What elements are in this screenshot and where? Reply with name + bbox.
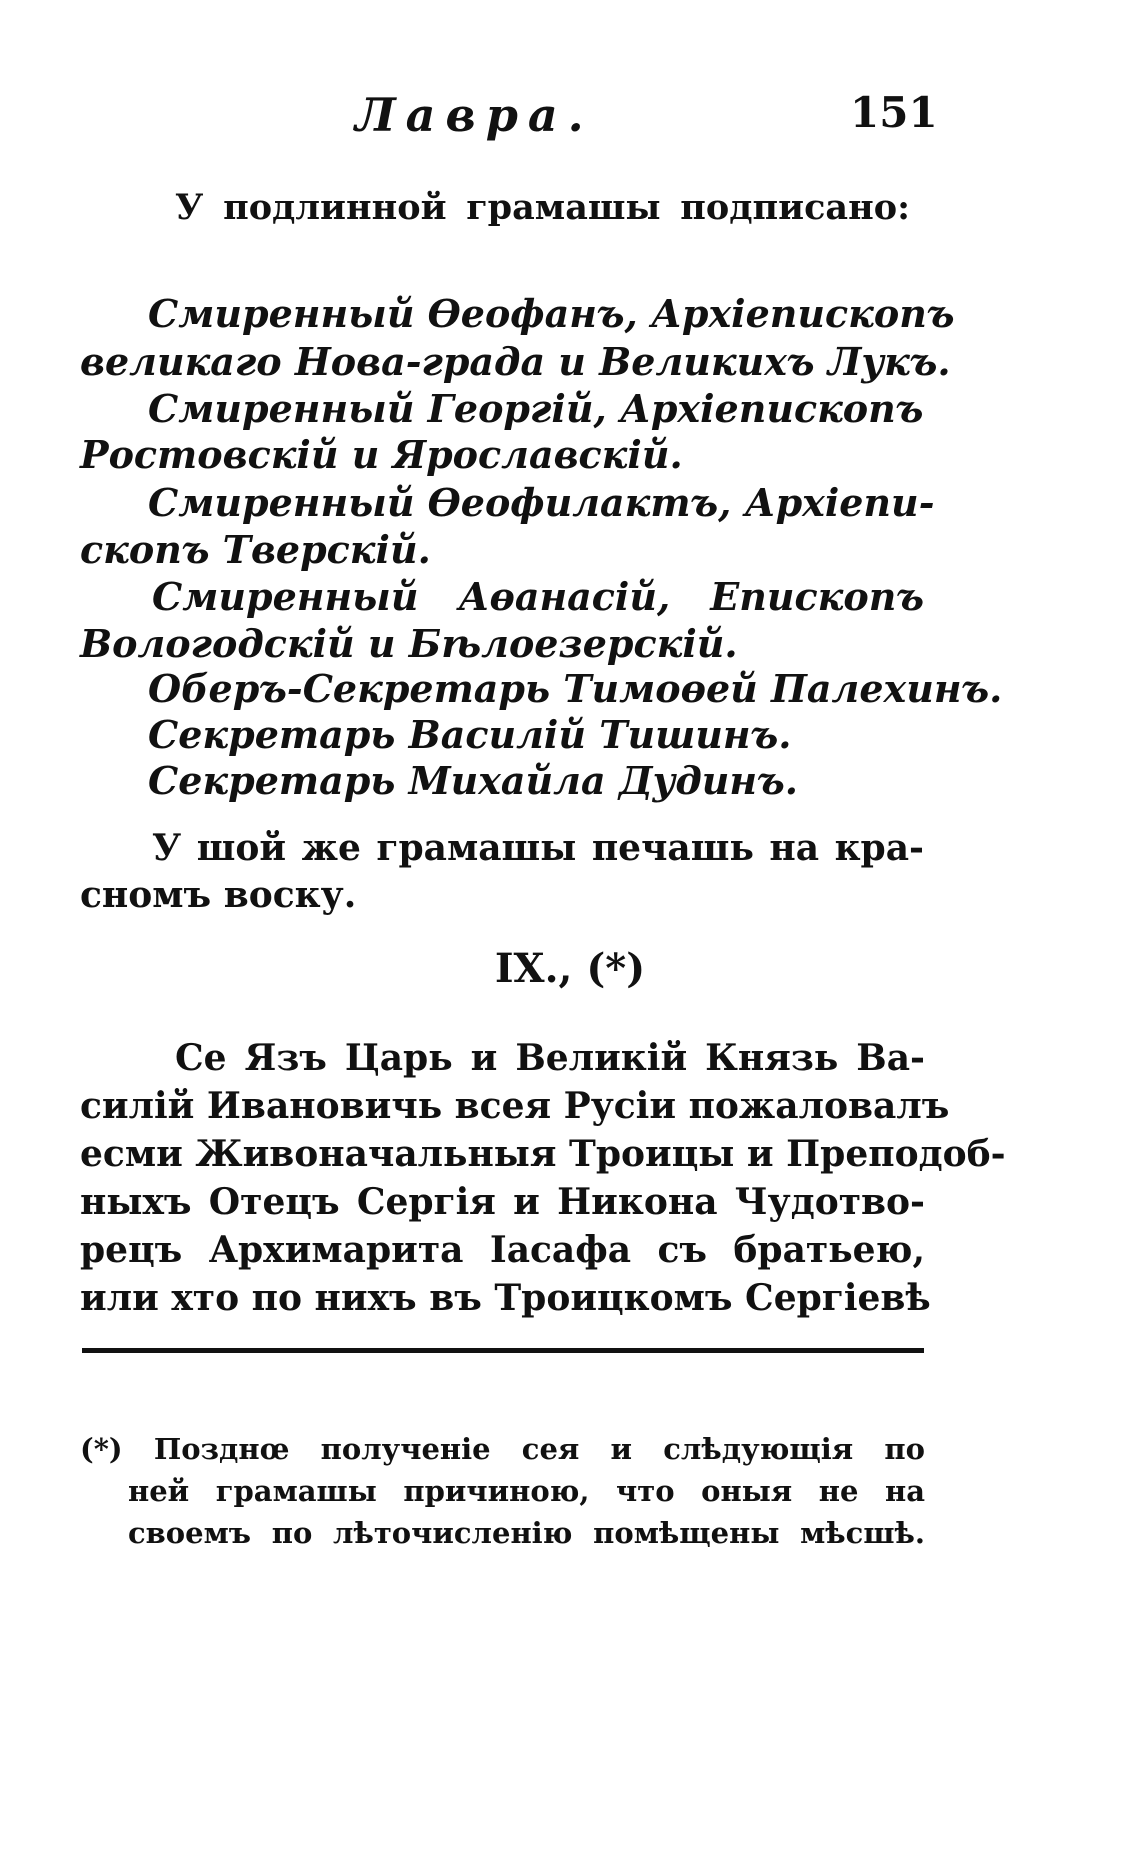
signature-line: великаго Нова-града и Великихъ Лукъ. (80, 339, 951, 384)
footnote-line: своемъ по лѣточисленію помѣщены мѣсшѣ. (128, 1516, 925, 1550)
footnote-separator-rule (82, 1348, 924, 1353)
signature-line: Ростовскій и Ярославскій. (80, 432, 683, 477)
page-header (0, 88, 1140, 148)
charter-line: ныхъ Отецъ Сергія и Никона Чудотво- (80, 1181, 925, 1223)
seal-note-line: У шой же грамашы печашь на кра- (152, 827, 924, 869)
charter-line: или хто по нихъ въ Троицкомъ Сергіевѣ (80, 1277, 931, 1319)
signature-line: Оберъ-Секретарь Тимоөей Палехинъ. (148, 666, 1003, 711)
signature-line: Смиренный Аөанасій, Епископъ (152, 574, 924, 619)
running-head: Лавра. (355, 88, 594, 142)
seal-note-line: сномъ воску. (80, 874, 357, 916)
charter-line: рецъ Архимарита Іасафа съ братьею, (80, 1229, 925, 1271)
charter-line: силій Ивановичь всея Русіи пожаловалъ (80, 1085, 950, 1127)
signature-line: Вологодскій и Бѣлоезерскій. (80, 621, 738, 666)
footnote-line: (*) Позднœ полученіе сея и слѣдующія по (80, 1432, 925, 1466)
section-heading: IX., (*) (494, 945, 646, 992)
signature-line: Смиренный Өеофилактъ, Архіепи- (148, 480, 935, 525)
signature-line: Секретарь Михайла Дудинъ. (148, 758, 798, 803)
signature-line: Смиренный Өеофанъ, Архіепископъ (148, 291, 955, 336)
signature-line: скопъ Тверскій. (80, 527, 431, 572)
page-number: 151 (850, 88, 938, 137)
signature-line: Секретарь Василій Тишинъ. (148, 712, 792, 757)
charter-line: есми Живоначальныя Троицы и Преподоб- (80, 1133, 1006, 1175)
signature-line: Смиренный Георгій, Архіепископъ (148, 386, 924, 431)
footnote-line: ней грамашы причиною, что оныя не на (128, 1474, 925, 1508)
signature-intro: У подлинной грамашы подписано: (175, 187, 910, 228)
charter-line: Се Язъ Царь и Великій Князь Ва- (175, 1037, 925, 1079)
